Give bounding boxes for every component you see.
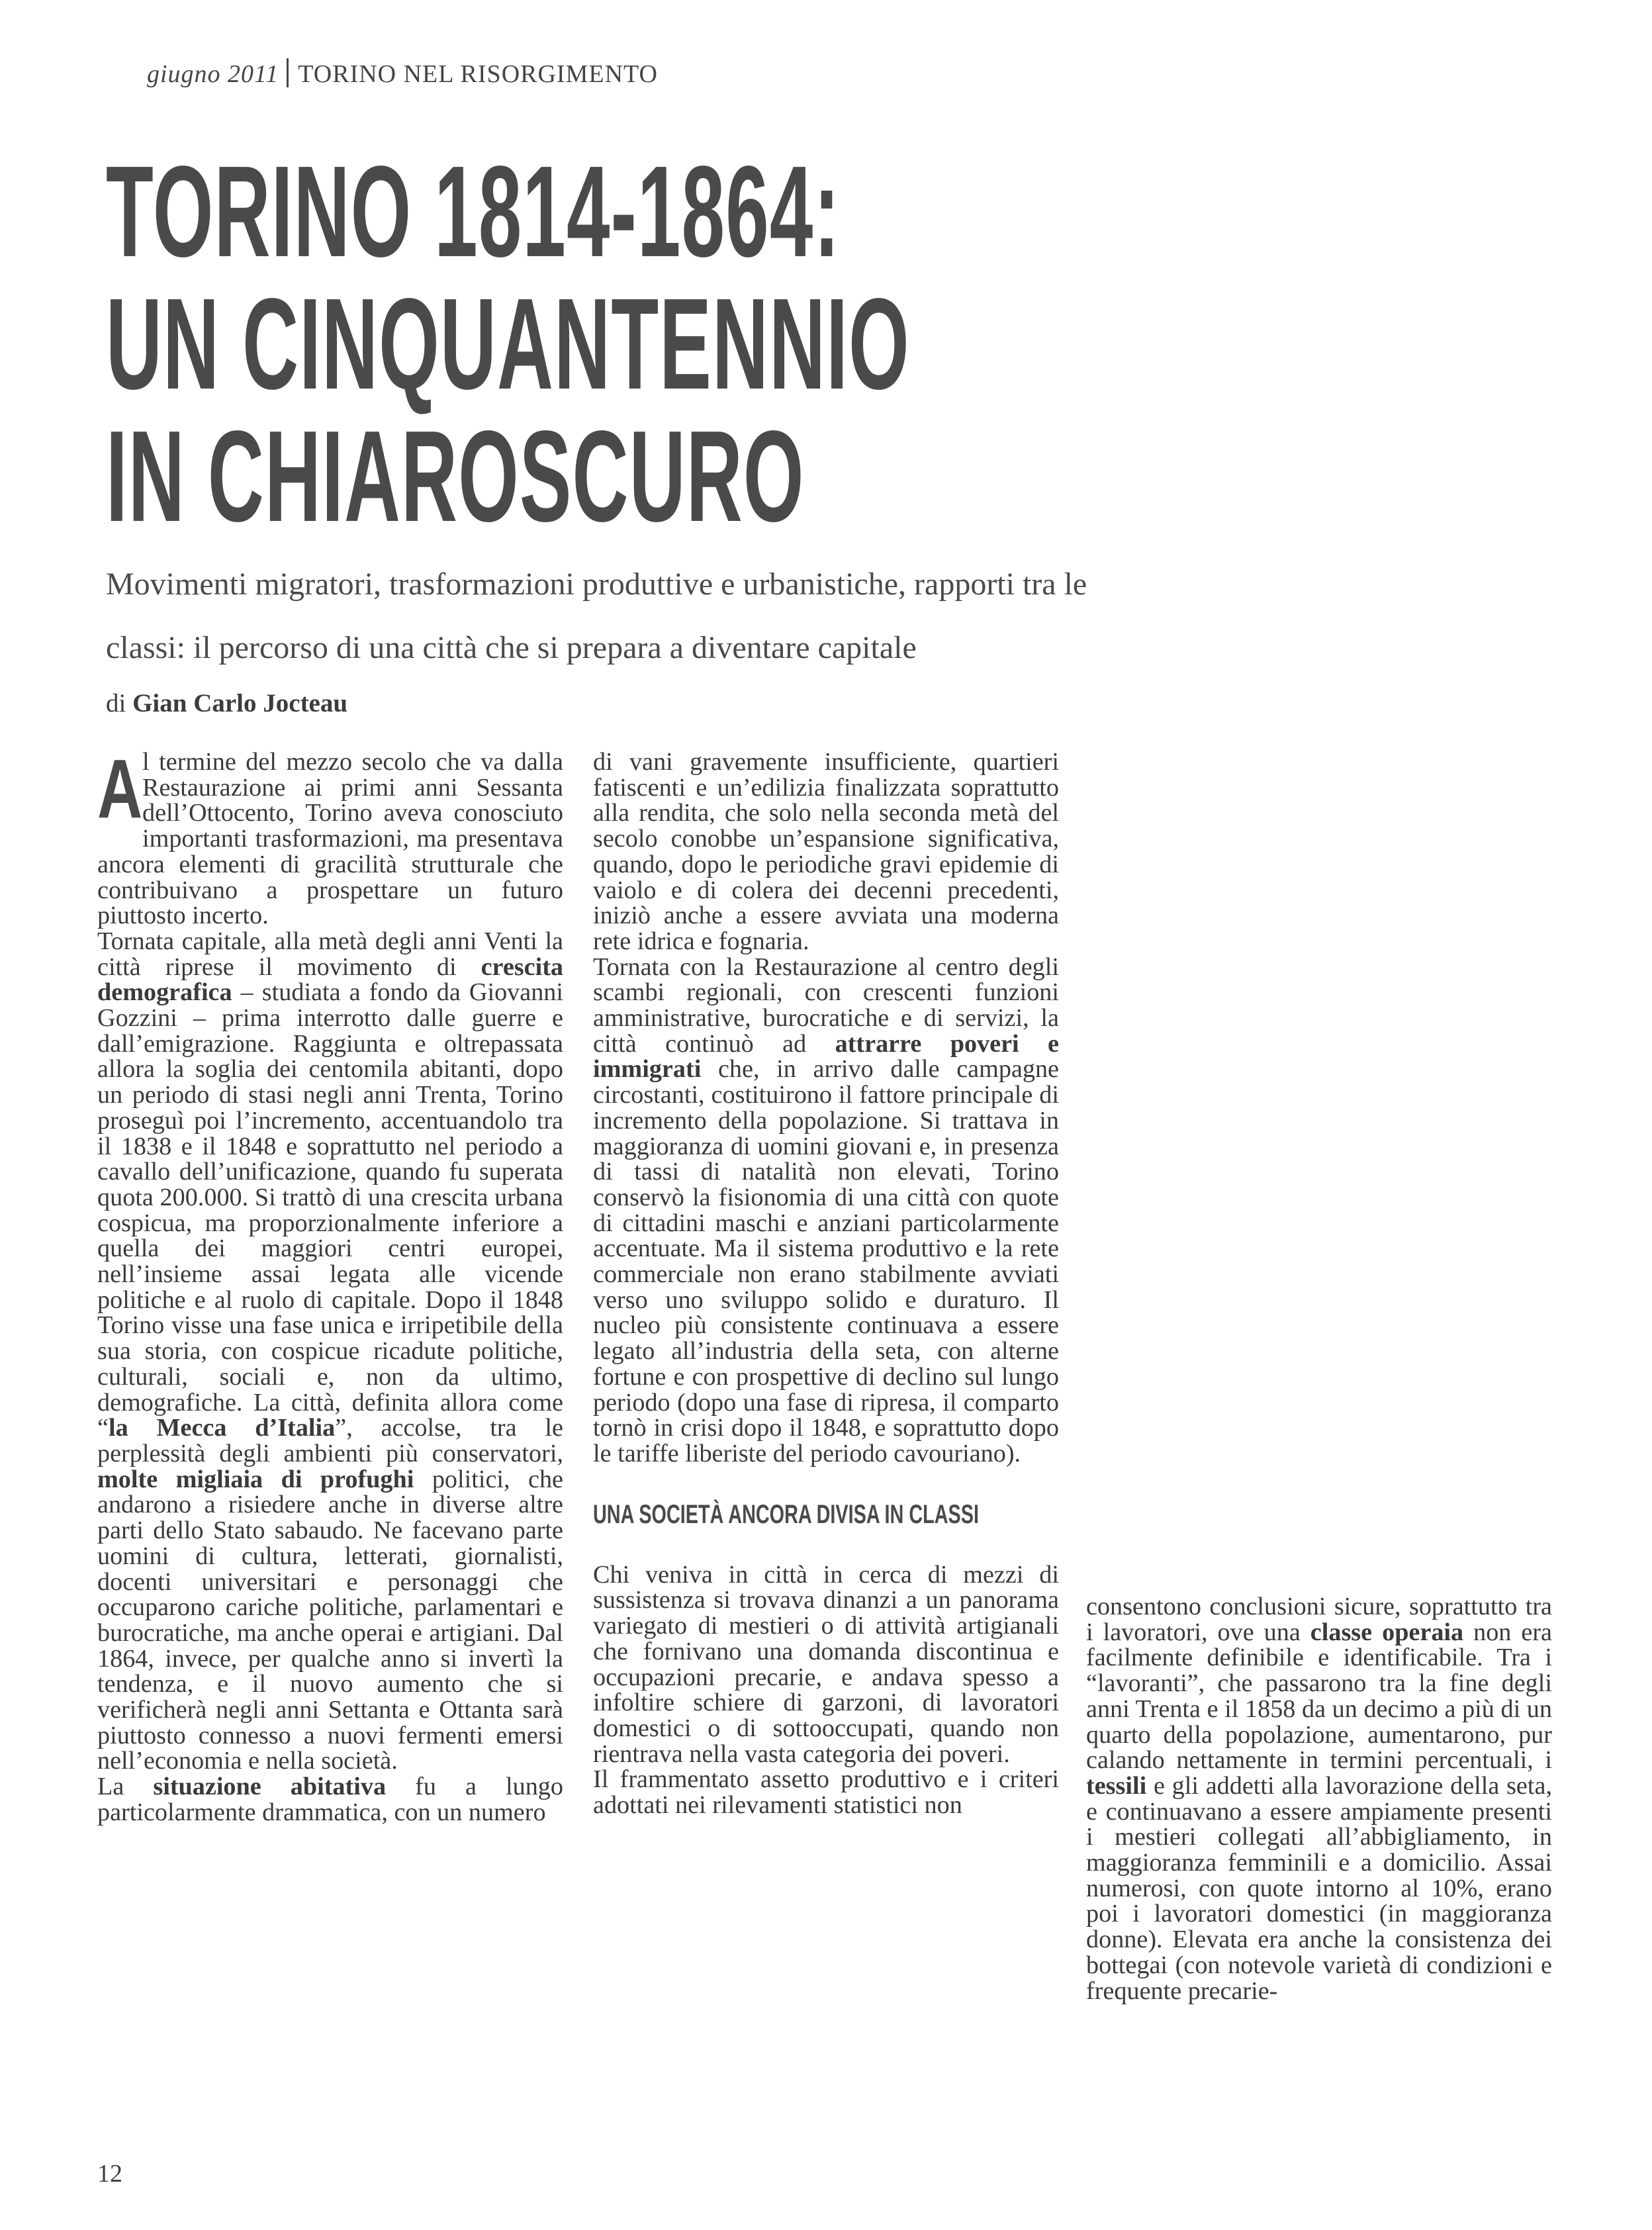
paragraph — [593, 1562, 1059, 1767]
byline — [106, 688, 347, 718]
title-line-3: IN CHIAROSCURO — [106, 404, 805, 549]
paragraph-text: non era facilmente definibile e identificabile. Tra i “lavoranti”, che passarono tra la fine degli anni Trenta e il 1858 da un decimo a più di un quarto della popolazione, aumentarono, pur calando nettamente in termini percentuali, i — [1086, 1618, 1552, 1775]
paragraph-text: politici, che andarono a risiedere anche in diverse altre parti dello Stato sabaudo. Ne facevano parte uomini di cultura, letterati, giornalisti, docenti universitari e personaggi che occuparono cariche politiche, parlamentari e burocratiche, ma anche operai e artigiani. Dal 1864, invece, per qualche anno si invertì la tendenza, e il nuovo aumento che si verificherà negli anni Settanta e Ottanta sarà piuttosto connesso a nuovi fermenti emersi nell’economia e nella società. — [97, 1465, 564, 1775]
column-1 — [97, 742, 564, 1826]
drop-cap: A — [97, 742, 143, 835]
highlight-text: la Mecca d’Italia — [108, 1414, 336, 1442]
section-name: TORINO NEL RISORGIMENTO — [298, 60, 658, 88]
highlight-text: molte migliaia di profughi — [97, 1465, 414, 1493]
paragraph — [593, 1767, 1059, 1818]
byline-prefix: di — [106, 689, 126, 718]
paragraph — [97, 1774, 563, 1825]
column-3 — [1086, 1594, 1552, 2004]
paragraph-text: consentono conclusioni sicure, soprattutto tra i lavoratori, ove una — [1086, 1593, 1552, 1646]
highlight-text: classe operaia — [1310, 1618, 1464, 1646]
paragraph-text: ”, accolse, tra le perplessità degli ambienti più conservatori, — [97, 1414, 563, 1467]
article-title — [106, 139, 1363, 549]
paragraph-text: Tornata capitale, alla metà degli anni Venti la città riprese il movimento di — [97, 927, 563, 981]
title-line-2: UN CINQUANTENNIO — [106, 271, 910, 416]
paragraph-text: di vani gravemente insufficiente, quartieri fatiscenti e un’edilizia finalizzata soprattutto alla rendita, che solo nella seconda metà del secolo conobbe un’espansione significativa, quando, dopo le periodiche gravi epidemie di vaiolo e di colera dei decenni precedenti, iniziò anche a essere avviata una moderna rete idrica e fognaria. — [593, 748, 1059, 955]
paragraph-text: che, in arrivo dalle campagne circostanti, costituirono il fattore principale di incremento della popolazione. Si trattava in maggioranza di uomini giovani e, in presenza di tassi di natalità non elevati, Torino conservò la fisionomia di una città con quote di cittadini maschi e anziani particolarmente accentuate. Ma il sistema produttivo e la rete commerciale non erano stabilmente avviati verso uno sviluppo solido e duraturo. Il nucleo più consistente continuava a essere legato all’industria della seta, con alterne fortune e con prospettive di declino sul lungo periodo (dopo una fase di ripresa, il comparto tornò in crisi dopo il 1848, e soprattutto dopo le tariffe liberiste del periodo cavouriano). — [593, 1055, 1059, 1467]
article-subtitle: Movimenti migratori, trasformazioni produttive e urbanistiche, rapporti tra le classi: il percorso di una città che si prepara a diventare capitale — [106, 567, 1087, 665]
header-divider — [287, 58, 289, 87]
paragraph-text: fu a lungo particolarmente drammatica, con un numero — [97, 1773, 563, 1826]
author-name: Gian Carlo Jocteau — [132, 689, 348, 718]
paragraph — [1086, 1594, 1552, 2004]
paragraph-text: l termine del mezzo secolo che va dalla Restaurazione ai primi anni Sessanta dell’Ottocento, Torino aveva conosciuto importanti trasformazioni, ma presentava ancora elementi di gracilità strutturale che contribuivano a prospettare un futuro piuttosto incerto. — [97, 748, 563, 930]
paragraph-text: Chi veniva in città in cerca di mezzi di sussistenza si trovava dinanzi a un panorama variegato di mestieri o di attività artigianali che fornivano una domanda discontinua e occupazioni precarie, e andava spesso a infoltire schiere di garzoni, di lavoratori domestici o di sottooccupati, quando non rientrava nella vasta categoria dei poveri. — [593, 1560, 1059, 1768]
highlight-text: tessili — [1086, 1771, 1147, 1800]
paragraph-text: Il frammentato assetto produttivo e i criteri adottati nei rilevamenti statistici non — [593, 1765, 1059, 1820]
paragraph — [97, 929, 563, 1774]
page-number: 12 — [97, 2160, 122, 2188]
paragraph-text: – studiata a fondo da Giovanni Gozzini – prima interrotto dalle guerre e dall’emigrazione. Raggiunta e oltrepassata allora la soglia dei centomila abitanti, dopo un periodo di stasi negli anni Trenta, Torino proseguì poi l’incremento, accentuandolo tra il 1838 e il 1848 e soprattutto nel periodo a cavallo dell’unificazione, quando fu superata quota 200.000. Si trattò di una crescita urbana cospicua, ma proporzionalmente inferiore a quella dei maggiori centri europei, nell’insieme assai legata alle vicende politiche e al ruolo di capitale. Dopo il 1848 Torino visse una fase unica e irripetibile della sua storia, con cospicue ricadute politiche, culturali, sociali e, non da ultimo, demografiche. La città, definita allora come “ — [97, 978, 563, 1442]
column-2 — [593, 749, 1059, 1818]
issue-date: giugno 2011 — [147, 60, 279, 88]
paragraph — [593, 954, 1059, 1467]
paragraph — [97, 742, 563, 930]
paragraph-text: e gli addetti alla lavorazione della seta, e continuavano a essere ampiamente presenti i mestieri collegati all’abbigliamento, in maggioranza femminili e a domicilio. Assai numerosi, con quote intorno al 10%, erano poi i lavoratori domestici (in maggioranza donne). Elevata era anche la consistenza dei bottegai (con notevole varietà di condizioni e frequente precarie- — [1086, 1771, 1552, 2005]
paragraph — [593, 749, 1059, 954]
paragraph-text: La — [97, 1773, 154, 1801]
highlight-text: crescita demografica — [97, 952, 563, 1007]
paragraph-text: Tornata con la Restaurazione al centro degli scambi regionali, con crescenti funzioni amministrative, burocratiche e di servizi, la città continuò ad — [593, 952, 1059, 1058]
title-line-1: TORINO 1814-1864: — [106, 139, 841, 284]
highlight-text: situazione abitativa — [153, 1773, 387, 1801]
highlight-text: attrarre poveri e immigrati — [593, 1029, 1059, 1084]
running-header — [147, 58, 658, 89]
section-heading: UNA SOCIETÀ ANCORA DIVISA IN CLASSI — [593, 1499, 979, 1529]
